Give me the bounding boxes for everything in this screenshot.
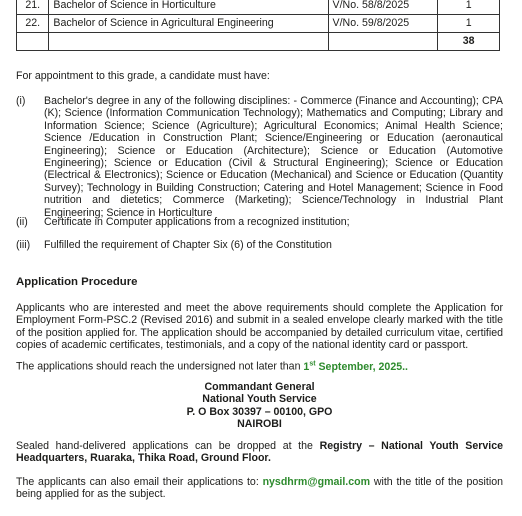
requirement-marker: (i) bbox=[16, 95, 26, 107]
address-line: National Youth Service bbox=[202, 393, 317, 406]
requirement-marker: (iii) bbox=[16, 239, 31, 251]
total-posts: 38 bbox=[438, 33, 500, 51]
row-number: 21. bbox=[17, 0, 49, 15]
table-total-row bbox=[17, 33, 500, 51]
address-line: Commandant General bbox=[204, 381, 315, 393]
address-line: NAIROBI bbox=[237, 418, 282, 431]
registry-location: Registry – National Youth Service Headquarters, Ruaraka, Thika Road, Ground Floor. bbox=[16, 440, 504, 465]
positions-table bbox=[16, 0, 500, 51]
email-link[interactable]: nysdhrm@gmail.com bbox=[262, 476, 371, 488]
vacancy-number: V/No. 58/8/2025 bbox=[328, 0, 438, 15]
requirement-text: Bachelor's degree in any of the following disciplines: - Commerce (Finance and Accounting); CPA (K); Science (Information Communication Technology); Mathematics and Computing; Library and Information Science; Science (Agriculture); Agricultural Economics; Animal Health Science; Science /Education in Construction Plant; Science/Engineering or Education (aeronautical Engineering); Science or Education (Architecture); Science or Education (Automotive Engineering); Science or Education (Civil & Structural Engineering); Science or Education (Electrical & Electronics); Science or Education (Mechanical) and Science or Education (Quantity Survey); Technology in Building Construction; Catering and Hotel Management; Science in Food nutrition and dietetics; Commerce (Marketing); Science/Technology in Industrial Plant Engineering; Science in Horticulture bbox=[44, 95, 503, 219]
position-name: Bachelor of Science in Agricultural Engineering bbox=[49, 15, 328, 33]
intro-text: For appointment to this grade, a candidate must have: bbox=[16, 70, 270, 82]
requirement-item bbox=[16, 216, 503, 230]
table-row bbox=[17, 0, 500, 15]
requirement-item bbox=[16, 239, 503, 253]
address-line: P. O Box 30397 – 00100, GPO bbox=[186, 405, 333, 418]
address-block bbox=[16, 381, 503, 431]
table-row bbox=[17, 15, 500, 33]
procedure-paragraph: Applicants who are interested and meet the above requirements should complete the Application for Employment Form-PSC.2 (Revised 2016) and submit in a sealed envelope clearly marked with the title of the position applied for. The application should be accompanied by detailed curriculum vitae, certified copies of academic certificates, testimonials, and a copy of the national identity card or passport. bbox=[16, 302, 503, 352]
deadline-date: 1st September, 2025.. bbox=[303, 360, 408, 373]
row-number: 22. bbox=[17, 15, 49, 33]
requirement-text: Fulfilled the requirement of Chapter Six (6) of the Constitution bbox=[44, 239, 332, 251]
requirement-marker: (ii) bbox=[16, 216, 28, 228]
position-name: Bachelor of Science in Horticulture bbox=[49, 0, 328, 15]
deadline-text: The applications should reach the undersigned not later than 1st September, 2025.. bbox=[16, 360, 408, 373]
section-heading: Application Procedure bbox=[16, 276, 138, 288]
vacancy-number: V/No. 59/8/2025 bbox=[328, 15, 438, 33]
post-count: 1 bbox=[438, 0, 500, 15]
hand-delivery-text: Sealed hand-delivered applications can be dropped at the Registry – National Youth Service Headquarters, Ruaraka, Thika Road, Ground Floor. bbox=[16, 440, 504, 465]
requirement-text: Certificate in Computer applications from a recognized institution; bbox=[44, 216, 350, 228]
requirement-item bbox=[16, 95, 503, 219]
post-count: 1 bbox=[438, 15, 500, 33]
email-text: The applicants can also email their applications to: nysdhrm@gmail.com with the title of the position being applied for as the subject. bbox=[16, 476, 503, 501]
